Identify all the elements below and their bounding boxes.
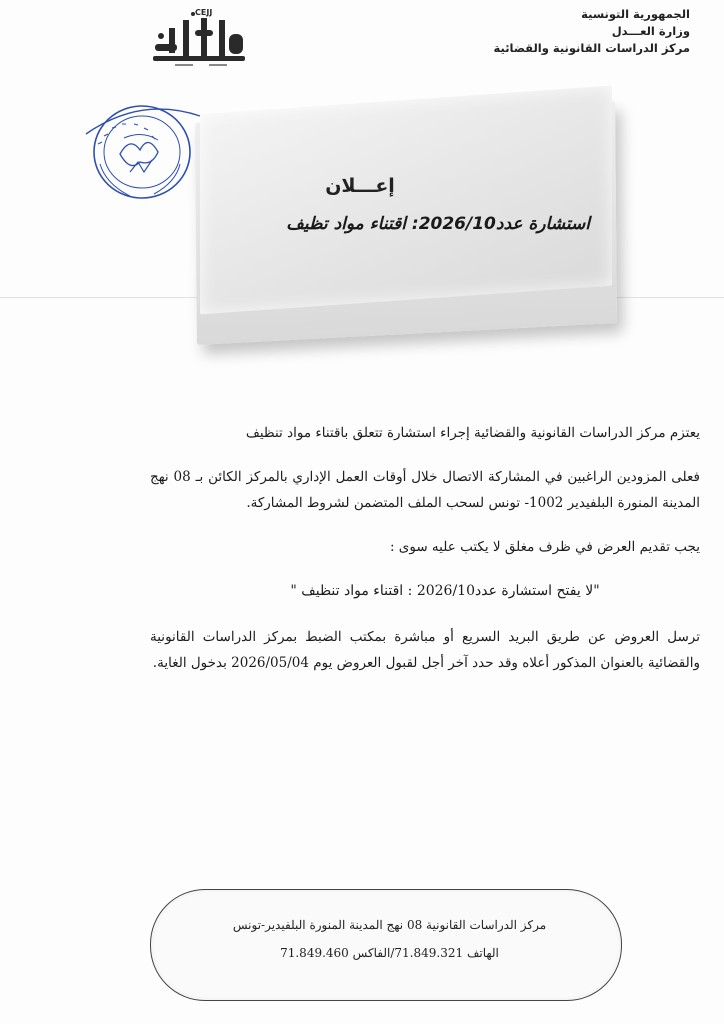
- body-paragraph-intro: يعتزم مركز الدراسات القانونية والقضائية إجراء استشارة تتعلق باقتناء مواد تنظيف: [245, 425, 700, 441]
- ministry-header: [430, 6, 690, 57]
- body-paragraph-suppliers: فعلى المزودين الراغبين في المشاركة الاتصال خلال أوقات العمل الإداري بالمركز الكائن بـ 08 نهج المدينة المنورة البلفيدير 1002- تونس لسحب الملف المتضمن لشروط المشاركة.: [150, 469, 700, 511]
- body-envelope-text: "لا يفتح استشارة عدد2026/10 : اقتناء مواد تنظيف ": [290, 583, 600, 599]
- notice-title: إعـــلان: [325, 175, 395, 197]
- notice-box: [200, 86, 612, 315]
- notice-body: [150, 420, 700, 694]
- header-country: الجمهورية التونسية: [581, 7, 690, 21]
- cejj-logo-icon: [145, 6, 255, 72]
- footer-contact-box: [150, 889, 622, 1001]
- logo-text: CEJJ: [195, 8, 213, 17]
- official-stamp-icon: [80, 94, 205, 212]
- footer-phone-fax: الهاتف 71.849.321/الفاكس 71.849.460: [280, 946, 499, 960]
- notice-subtitle: استشارة عدد2026/10: اقتناء مواد تظيف: [286, 214, 590, 234]
- header-ministry: وزارة العـــدل: [611, 24, 690, 38]
- header-center: مركز الدراسات القانونية والقضائية: [493, 41, 690, 55]
- body-paragraph-deadline: ترسل العروض عن طريق البريد السريع أو مباشرة بمكتب الضبط بمركز الدراسات القانونية والقضائية بالعنوان المذكور أعلاه وقد حدد آخر أجل لقبول العروض يوم 2026/05/04 بدخول الغاية.: [150, 629, 700, 671]
- body-paragraph-envelope: يجب تقديم العرض في ظرف مغلق لا يكتب عليه سوى :: [389, 539, 700, 555]
- footer-address: مركز الدراسات القانونية 08 نهج المدينة المنورة البلفيدير-تونس: [232, 918, 547, 932]
